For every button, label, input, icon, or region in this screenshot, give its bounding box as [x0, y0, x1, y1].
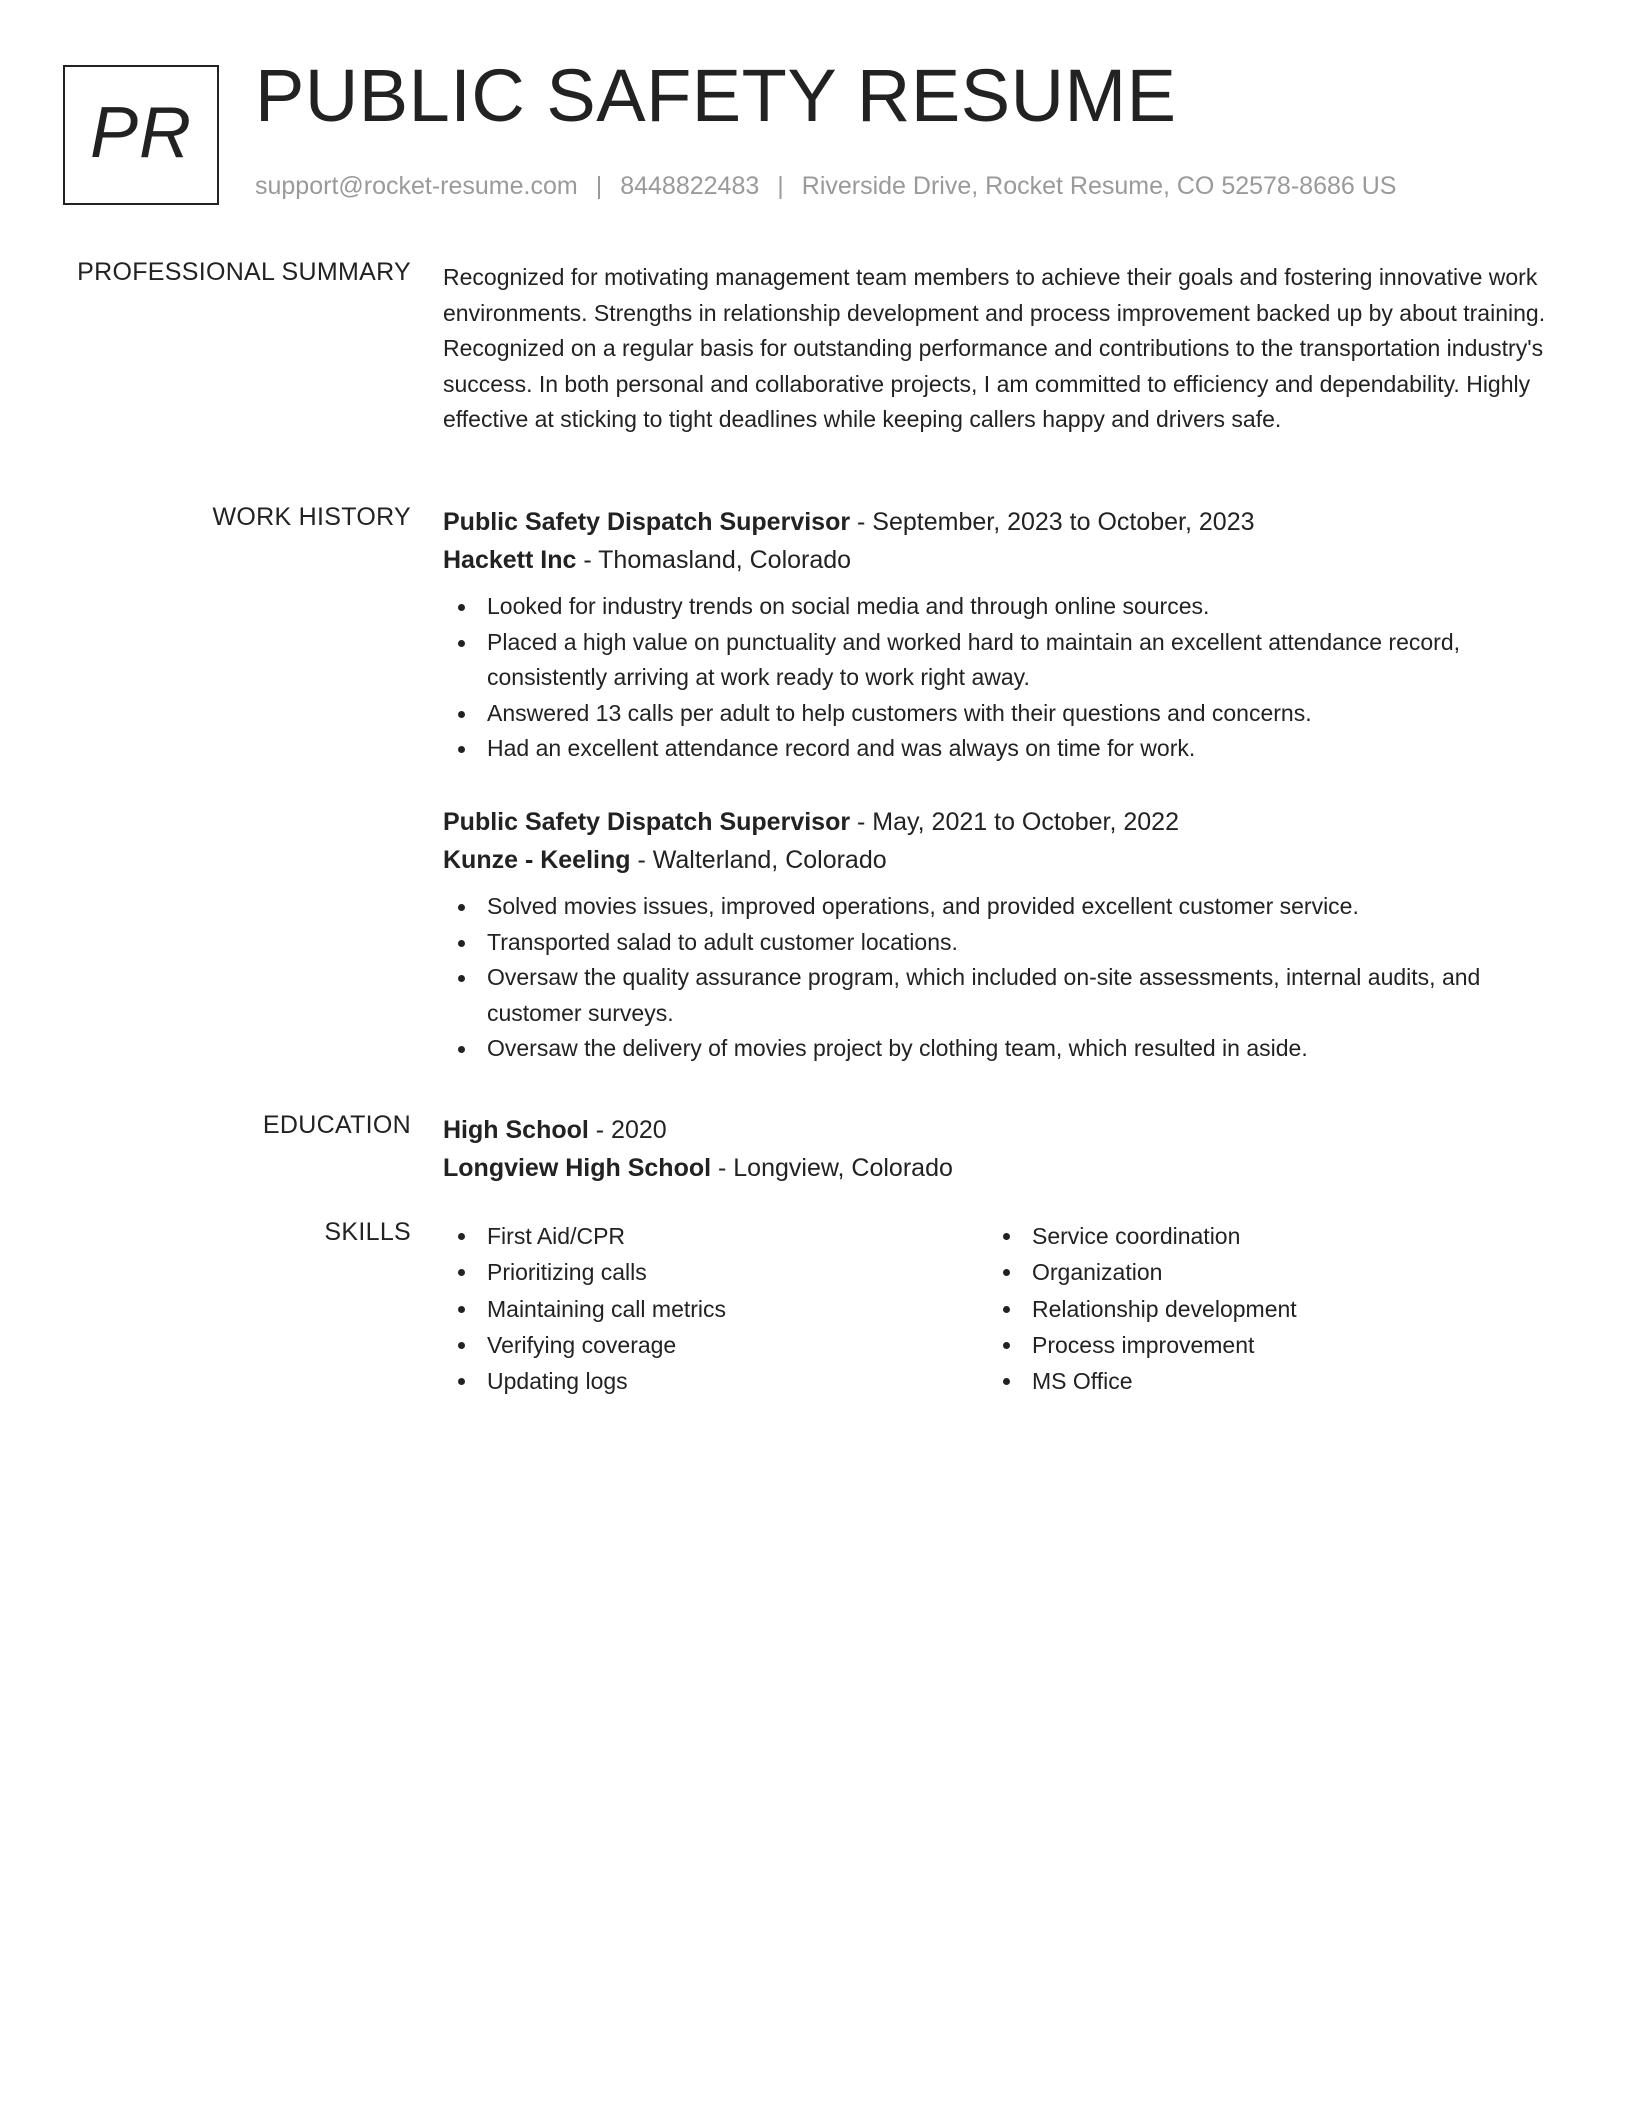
job-location: - Walterland, Colorado: [630, 845, 887, 874]
resume-title: PUBLIC SAFETY RESUME: [255, 54, 1177, 137]
list-item: Answered 13 calls per adult to help customers with their questions and concerns.: [443, 696, 1553, 732]
monogram-initials: PR: [89, 93, 193, 173]
job-title: Public Safety Dispatch Supervisor: [443, 508, 851, 536]
job-dates: - September, 2023 to October, 2023: [850, 508, 1255, 536]
contact-separator: |: [777, 172, 784, 200]
contact-line: [255, 172, 1396, 201]
section-label-work-history: WORK HISTORY: [212, 503, 411, 531]
job-bullets: [443, 589, 1553, 767]
work-history-content: [443, 503, 1553, 1067]
job-title-line: [443, 803, 1553, 841]
skills-column-left: [443, 1218, 988, 1399]
skill-item: First Aid/CPR: [443, 1218, 988, 1254]
education-content: [443, 1111, 1553, 1187]
education-school-line: [443, 1149, 1553, 1187]
job-bullets: [443, 889, 1553, 1067]
skills-list-right: [988, 1218, 1533, 1399]
job-location: - Thomasland, Colorado: [576, 546, 852, 574]
list-item: Placed a high value on punctuality and worked hard to maintain an excellent attendance record, consistently arriving at work ready to work right away.: [443, 625, 1553, 696]
section-label-education: EDUCATION: [262, 1111, 411, 1139]
job-title-line: [443, 503, 1553, 541]
skills-list-left: [443, 1218, 988, 1399]
skill-item: MS Office: [988, 1363, 1533, 1399]
contact-separator: |: [595, 172, 603, 200]
list-item: Solved movies issues, improved operations, and provided excellent customer service.: [443, 889, 1553, 925]
education-school: Longview High School: [443, 1154, 712, 1182]
education-year: - 2020: [588, 1116, 667, 1144]
list-item: Oversaw the quality assurance program, which included on-site assessments, internal audits, and customer surveys.: [443, 960, 1553, 1031]
education-degree: High School: [443, 1116, 589, 1144]
section-label-skills: SKILLS: [324, 1218, 411, 1246]
skill-item: Verifying coverage: [443, 1327, 988, 1363]
summary-content: [443, 258, 1553, 438]
section-label-summary: PROFESSIONAL SUMMARY: [77, 258, 411, 286]
skills-column-right: [988, 1218, 1533, 1399]
skill-item: Prioritizing calls: [443, 1254, 988, 1290]
list-item: Looked for industry trends on social media and through online sources.: [443, 589, 1553, 625]
education-degree-line: [443, 1111, 1553, 1149]
monogram-box: [63, 65, 219, 205]
skills-content: [443, 1218, 1553, 1399]
skill-item: Service coordination: [988, 1218, 1533, 1254]
contact-email: support@rocket-resume.com: [255, 172, 578, 200]
job-entry: [443, 503, 1553, 767]
job-company-line: [443, 541, 1553, 579]
skill-item: Process improvement: [988, 1327, 1533, 1363]
list-item: Oversaw the delivery of movies project by clothing team, which resulted in aside.: [443, 1031, 1553, 1067]
summary-text: Recognized for motivating management team members to achieve their goals and fostering innovative work environments. Strengths in relationship development and process improvement backed up by about training. Recognized on a regular basis for outstanding performance and contributions to the transportation industry's success. In both personal and collaborative projects, I am committed to efficiency and dependability. Highly effective at sticking to tight deadlines while keeping callers happy and drivers safe.: [443, 264, 1546, 433]
job-title: Public Safety Dispatch Supervisor: [443, 807, 851, 836]
list-item: Had an excellent attendance record and was always on time for work.: [443, 731, 1553, 767]
skill-item: Relationship development: [988, 1291, 1533, 1327]
list-item: Transported salad to adult customer locations.: [443, 925, 1553, 961]
job-company-line: [443, 841, 1553, 879]
job-company: Kunze - Keeling: [443, 845, 631, 874]
skill-item: Maintaining call metrics: [443, 1291, 988, 1327]
skills-columns: [443, 1218, 1553, 1399]
education-location: - Longview, Colorado: [711, 1154, 953, 1182]
job-entry: [443, 803, 1553, 1067]
job-dates: - May, 2021 to October, 2022: [850, 807, 1179, 836]
job-company: Hackett Inc: [443, 546, 577, 574]
contact-phone: 8448822483: [620, 172, 760, 200]
skill-item: Organization: [988, 1254, 1533, 1290]
skill-item: Updating logs: [443, 1363, 988, 1399]
contact-address: Riverside Drive, Rocket Resume, CO 52578-8686 US: [801, 172, 1397, 200]
